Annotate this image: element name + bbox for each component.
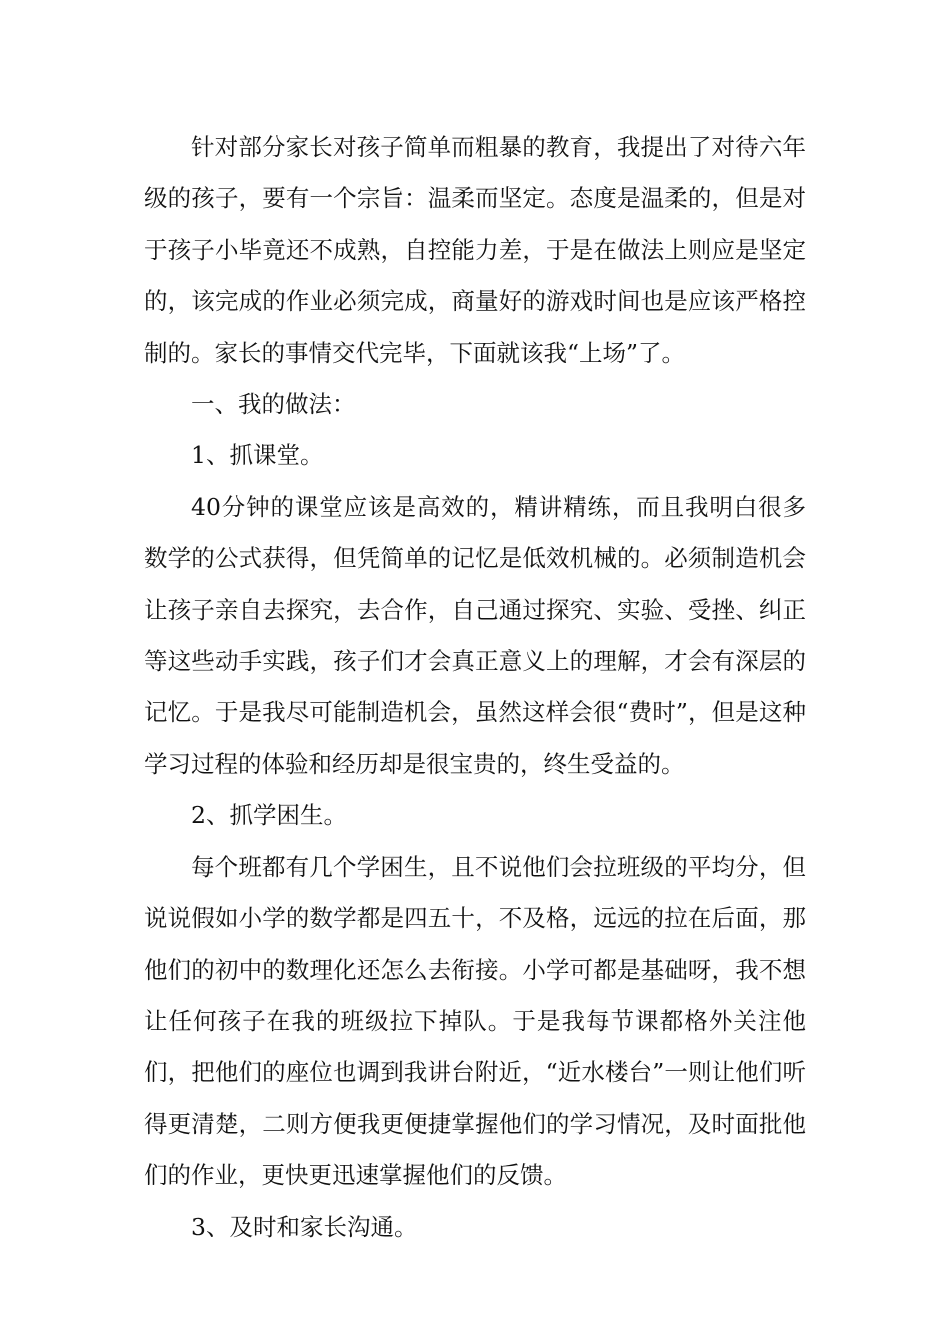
subheading-classroom: 1、抓课堂。 bbox=[191, 441, 324, 470]
document-body bbox=[144, 122, 806, 1253]
subheading-parent-communication: 3、及时和家长沟通。 bbox=[191, 1212, 418, 1241]
subheading-struggling-students: 2、抓学困生。 bbox=[191, 801, 347, 830]
paragraph-struggling-students: 每个班都有几个学困生，且不说他们会拉班级的平均分，但说说假如小学的数学都是四五十，不及格，远远的拉在后面，那他们的初中的数理化还怎么去衔接。小学可都是基础呀，我不想让任何孩子在我的班级拉下掉队。于是我每节课都格外关注他们，把他们的座位也调到我讲台附近，“近水楼台”一则让他们听得更清楚，二则方便我更便捷掌握他们的学习情况，及时面批他们的作业，更快更迅速掌握他们的反馈。 bbox=[144, 852, 806, 1190]
heading-my-approach: 一、我的做法： bbox=[191, 390, 356, 419]
paragraph-classroom: 40分钟的课堂应该是高效的，精讲精练，而且我明白很多数学的公式获得，但凭简单的记忆是低效机械的。必须制造机会让孩子亲自去探究，去合作，自己通过探究、实验、受挫、纠正等这些动手实践，孩子们才会真正意义上的理解，才会有深层的记忆。于是我尽可能制造机会，虽然这样会很“费时”，但是这种学习过程的体验和经历却是很宝贵的，终生受益的。 bbox=[144, 492, 806, 778]
paragraph-parent-guidance: 针对部分家长对孩子简单而粗暴的教育，我提出了对待六年级的孩子，要有一个宗旨：温柔而坚定。态度是温柔的，但是对于孩子小毕竟还不成熟，自控能力差，于是在做法上则应是坚定的，该完成的作业必须完成，商量好的游戏时间也是应该严格控制的。家长的事情交代完毕，下面就该我“上场”了。 bbox=[144, 133, 806, 367]
